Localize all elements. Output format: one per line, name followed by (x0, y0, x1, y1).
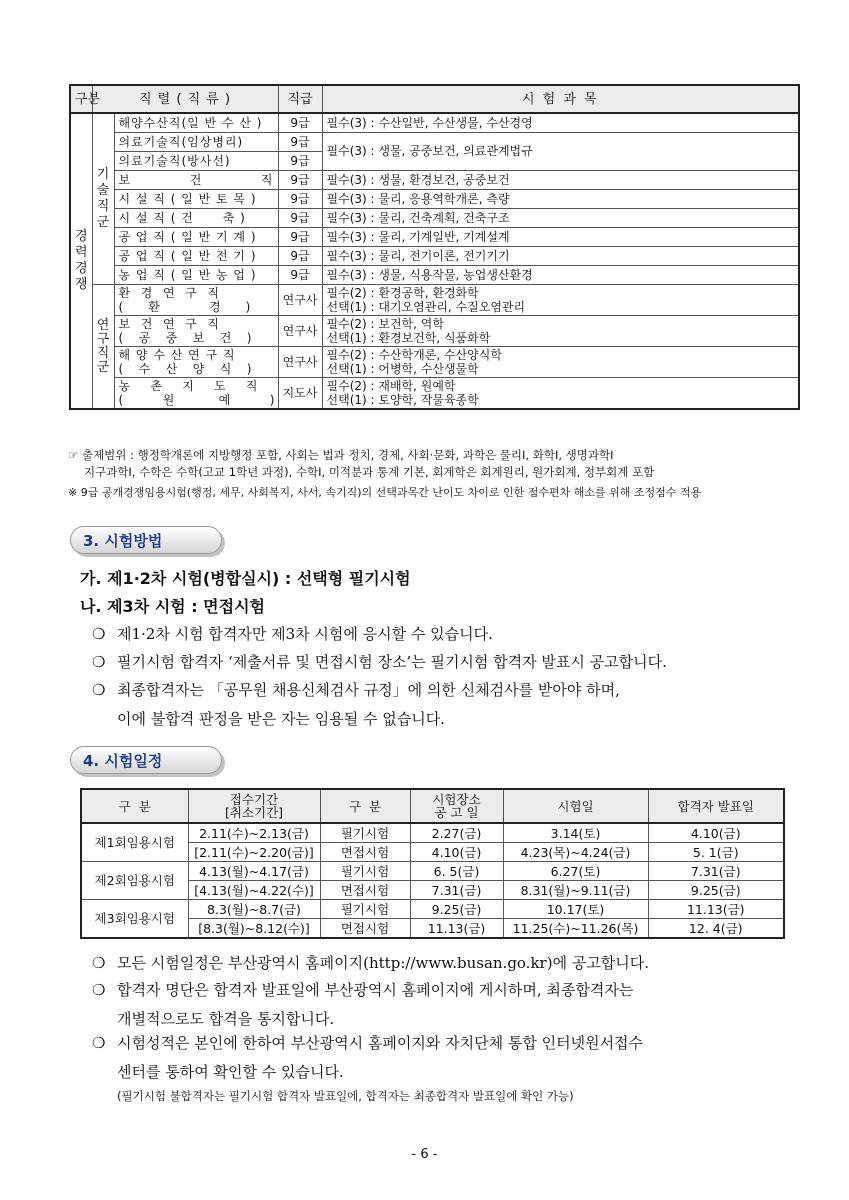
table-row (70, 378, 799, 410)
subjects-table (69, 84, 800, 410)
header-type: 구 분 (320, 789, 410, 823)
table-row (70, 347, 799, 378)
list-item: ❍ 합격자 명단은 합격자 발표일에 부산광역시 홈페이지에 게시하며, 최종합격자는 (92, 977, 633, 1003)
position-cell: 농 업 직 ( 일 반 농 업 ) (114, 266, 278, 285)
position-cell: 해양수산직(일 반 수 산 ) (114, 113, 278, 133)
position-cell: 의료기술직(임상병리) (114, 133, 278, 152)
subjects-cell: 필수(2) : 환경공학, 환경화학 선택(1) : 대기오염관리, 수질오염관리 (322, 285, 799, 316)
subjects-cell: 필수(3) : 생물, 공중보건, 의료관계법규 (322, 133, 799, 171)
subjects-cell: 필수(3) : 물리, 응용역학개론, 측량 (322, 190, 799, 209)
subjects-cell: 필수(2) : 재배학, 원예학 선택(1) : 토양학, 작물육종학 (322, 378, 799, 410)
section3-item-na: 나. 제3차 시험 : 면접시험 (80, 597, 265, 616)
schedule-table (80, 788, 785, 939)
table-row: [8.3(월)~8.12(수)] 면접시험 11.13(금) 11.25(수)~11.26(목) 12. 4(금) (81, 919, 784, 939)
list-item: ❍ 최종합격자는 「공무원 채용신체검사 규정」에 의한 신체검사를 받아야 하며, (92, 677, 620, 703)
table-row: 제1회임용시험 2.11(수)~2.13(금) 필기시험 2.27(금) 3.14(토) 4.10(금) (81, 823, 784, 843)
grade-cell: 9급 (278, 190, 322, 209)
grade-cell: 지도사 (278, 378, 322, 410)
group-research: 연구직군 (92, 285, 114, 410)
group-tech: 기술직군 (92, 113, 114, 285)
header-category: 구분 (70, 85, 92, 113)
table-row: 제2회임용시험 4.13(월)~4.17(금) 필기시험 6. 5(금) 6.27(토) 7.31(금) (81, 862, 784, 881)
subjects-cell: 필수(3) : 물리, 건축계획, 건축구조 (322, 209, 799, 228)
position-cell: 농 촌 지 도 직 ( 원 예 ) (114, 378, 278, 410)
table-row: 제3회임용시험 8.3(월)~8.7(금) 필기시험 9.25(금) 10.17(토) 11.13(금) (81, 900, 784, 919)
grade-cell: 9급 (278, 228, 322, 247)
position-cell: 보 건 연 구 직 ( 공 중 보 건 ) (114, 316, 278, 347)
bullet-icon: ❍ (92, 954, 106, 972)
table-row (70, 209, 799, 228)
header-notice: 시험장소 공 고 일 (410, 789, 503, 823)
position-cell: 시 설 직 ( 건 축 ) (114, 209, 278, 228)
subjects-cell: 필수(3) : 물리, 기계일반, 기계설계 (322, 228, 799, 247)
table-row (70, 171, 799, 190)
bullet-icon: ❍ (92, 681, 106, 699)
header-exam-date: 시험일 (503, 789, 648, 823)
table-row (70, 228, 799, 247)
small-note: (필기시험 불합격자는 필기시험 합격자 발표일에, 합격자는 최종합격자 발표일에 확인 가능) (117, 1089, 574, 1103)
round-name: 제3회임용시험 (81, 900, 188, 939)
table-header-row (70, 85, 799, 113)
table-row (70, 247, 799, 266)
position-cell: 시 설 직 ( 일 반 토 목 ) (114, 190, 278, 209)
note-scope-line2: 지구과학Ⅰ, 수학은 수학(고교 1학년 과정), 수학Ⅰ, 미적분과 통계 기본, 회계학은 회계원리, 원가회계, 정부회계 포함 (84, 465, 655, 479)
section4-badge (70, 746, 222, 774)
position-cell: 보 건 직 (114, 171, 278, 190)
position-cell: 해 양 수 산 연 구 직 ( 수 산 양 식 ) (114, 347, 278, 378)
grade-cell: 연구사 (278, 316, 322, 347)
position-cell: 공 업 직 ( 일 반 전 기 ) (114, 247, 278, 266)
subjects-cell: 필수(2) : 보건학, 역학 선택(1) : 환경보건학, 식품화학 (322, 316, 799, 347)
grade-cell: 9급 (278, 209, 322, 228)
subjects-cell: 필수(3) : 생물, 식용작물, 농업생산환경 (322, 266, 799, 285)
list-item: ❍ 시험성적은 본인에 한하여 부산광역시 홈페이지와 자치단체 통합 인터넷원서접수 (92, 1030, 643, 1056)
list-item-continuation: 개별적으로도 합격을 통지합니다. (117, 1010, 335, 1028)
grade-cell: 9급 (278, 113, 322, 133)
table-row: [2.11(수)~2.20(금)] 면접시험 4.10(금) 4.23(목)~4.24(금) 5. 1(금) (81, 843, 784, 862)
round-name: 제2회임용시험 (81, 862, 188, 900)
header-grade: 직급 (278, 85, 322, 113)
subjects-cell: 필수(2) : 수산학개론, 수산양식학 선택(1) : 어병학, 수산생물학 (322, 347, 799, 378)
list-item-continuation: 센터를 통하여 확인할 수 있습니다. (117, 1063, 344, 1081)
grade-cell: 연구사 (278, 347, 322, 378)
note-adjusted-score: ※ 9급 공개경쟁임용시험(행정, 세무, 사회복지, 사서, 속기직)의 선택과목간 난이도 차이로 인한 점수편차 해소를 위해 조정점수 적용 (68, 486, 702, 499)
header-period: 접수기간 [취소기간] (188, 789, 320, 823)
position-cell: 공 업 직 ( 일 반 기 계 ) (114, 228, 278, 247)
grade-cell: 9급 (278, 133, 322, 152)
position-cell: 의료기술직(방사선) (114, 152, 278, 171)
position-cell: 환 경 연 구 직 ( 환 경 ) (114, 285, 278, 316)
table-header-row (81, 789, 784, 823)
table-row (70, 285, 799, 316)
section4-title: 4. 시험일정 (83, 752, 163, 770)
grade-cell: 9급 (278, 171, 322, 190)
section3-badge (70, 526, 222, 554)
table-row (70, 190, 799, 209)
group-career: 경력경쟁 (70, 113, 92, 409)
table-row (70, 316, 799, 347)
grade-cell: 9급 (278, 247, 322, 266)
table-row: [4.13(월)~4.22(수)] 면접시험 7.31(금) 8.31(월)~9.11(금) 9.25(금) (81, 881, 784, 900)
list-item: ❍ 모든 시험일정은 부산광역시 홈페이지(http://www.busan.go.kr)에 공고합니다. (92, 950, 649, 976)
note-scope-line1: ☞ 출제범위 : 행정학개론에 지방행정 포함, 사회는 법과 정치, 경제, 사회·문화, 과학은 물리Ⅰ, 화학Ⅰ, 생명과학Ⅰ (68, 448, 614, 462)
bullet-icon: ❍ (92, 625, 106, 643)
header-position: 직 렬 ( 직 류 ) (92, 85, 278, 113)
grade-cell: 연구사 (278, 285, 322, 316)
bullet-icon: ❍ (92, 1034, 106, 1052)
list-item: ❍ 필기시험 합격자 ‘제출서류 및 면접시험 장소’는 필기시험 합격자 발표시 공고합니다. (92, 649, 667, 675)
table-row (70, 266, 799, 285)
section3-title: 3. 시험방법 (83, 532, 163, 550)
subjects-cell: 필수(3) : 물리, 전기이론, 전기기기 (322, 247, 799, 266)
header-category: 구 분 (81, 789, 188, 823)
grade-cell: 9급 (278, 152, 322, 171)
table-row (70, 113, 799, 133)
bullet-icon: ❍ (92, 981, 106, 999)
list-item-continuation: 이에 불합격 판정을 받은 자는 임용될 수 없습니다. (117, 710, 445, 728)
round-name: 제1회임용시험 (81, 823, 188, 862)
grade-cell: 9급 (278, 266, 322, 285)
header-result-date: 합격자 발표일 (648, 789, 784, 823)
list-item: ❍ 제1·2차 시험 합격자만 제3차 시험에 응시할 수 있습니다. (92, 621, 493, 647)
header-subjects: 시 험 과 목 (322, 85, 799, 113)
table-row (70, 133, 799, 152)
subjects-cell: 필수(3) : 생물, 환경보건, 공중보건 (322, 171, 799, 190)
bullet-icon: ❍ (92, 653, 106, 671)
section3-item-ga: 가. 제1·2차 시험(병합실시) : 선택형 필기시험 (80, 569, 411, 588)
subjects-cell: 필수(3) : 수산일반, 수산생물, 수산경영 (322, 113, 799, 133)
page-number: - 6 - (411, 1147, 438, 1162)
